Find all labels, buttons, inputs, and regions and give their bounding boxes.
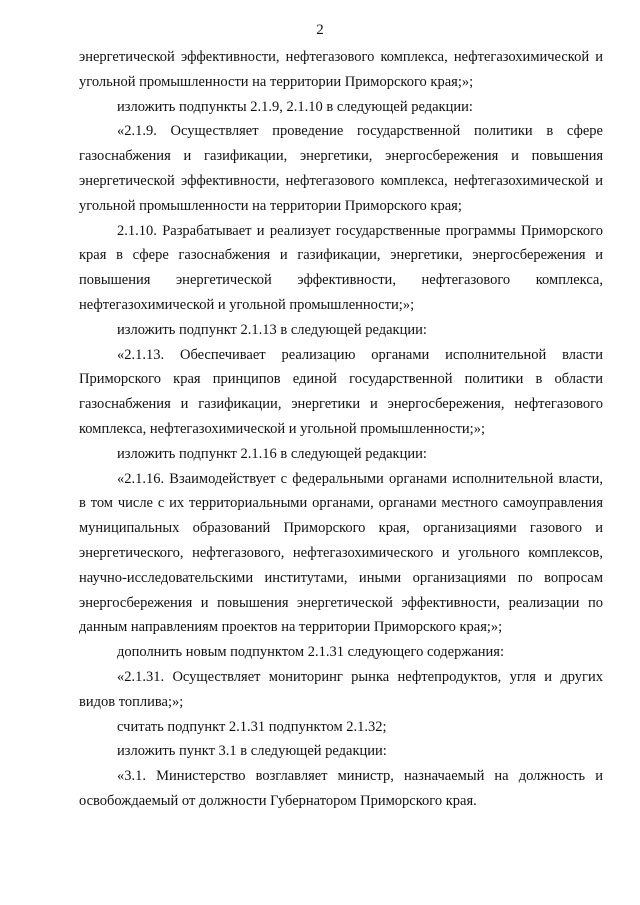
page-number: 2 — [316, 22, 324, 38]
paragraph-add-2-1-31-intro: дополнить новым подпунктом 2.1.31 следующего содержания: — [117, 644, 505, 661]
paragraph-amend-2-1-16-intro: изложить подпункт 2.1.16 в следующей редакции: — [117, 445, 427, 462]
paragraph-2-1-31: «2.1.31. Осуществляет мониторинг рынка нефтепродуктов, угля и других видов топлива;»; — [79, 668, 603, 710]
paragraph-amend-3-1-intro: изложить пункт 3.1 в следующей редакции: — [117, 743, 387, 760]
document-body — [79, 45, 603, 814]
paragraph-amend-2-1-9-intro: изложить подпункты 2.1.9, 2.1.10 в следующей редакции: — [117, 98, 473, 115]
paragraph-3-1: «3.1. Министерство возглавляет министр, назначаемый на должность и освобождаемый от должности Губернатором Приморского края. — [79, 768, 603, 809]
paragraph-2-1-9: «2.1.9. Осуществляет проведение государственной политики в сфере газоснабжения и газификации, энергетики, энергосбережения и повышения энергетической эффективности, нефтегазового комплекса, нефтегазохимической и угольной промышленности на территории Приморского края; — [79, 123, 603, 214]
paragraph-continuation: энергетической эффективности, нефтегазового комплекса, нефтегазохимической и угольной промышленности на территории Приморского края;»; — [79, 49, 603, 90]
paragraph-2-1-10: 2.1.10. Разрабатывает и реализует государственные программы Приморского края в сфере газоснабжения и газификации, энергетики, энергосбережения и повышения энергетической эффективности, нефтегазового комплекса, нефтегазохимической и угольной промышленности;»; — [79, 222, 603, 313]
paragraph-2-1-16: «2.1.16. Взаимодействует с федеральными органами исполнительной власти, в том числе с их территориальными органами, органами местного самоуправления муниципальных образований Приморского края, организациями газового и энергетического, нефтегазового, нефтегазохимического и угольного комплексов, научно-исследовательскими институтами, иными организациями по вопросам энергосбережения и повышения энергетической эффективности, реализации по данным направлениям проектов на территории Приморского края;»; — [79, 470, 603, 636]
paragraph-renumber-2-1-31: считать подпункт 2.1.31 подпунктом 2.1.32; — [117, 718, 387, 735]
paragraph-amend-2-1-13-intro: изложить подпункт 2.1.13 в следующей редакции: — [117, 321, 427, 338]
paragraph-2-1-13: «2.1.13. Обеспечивает реализацию органами исполнительной власти Приморского края принципов единой государственной политики в области газоснабжения и газификации, энергетики и энергосбережения, нефтегазового комплекса, нефтегазохимической и угольной промышленности;»; — [79, 346, 603, 437]
